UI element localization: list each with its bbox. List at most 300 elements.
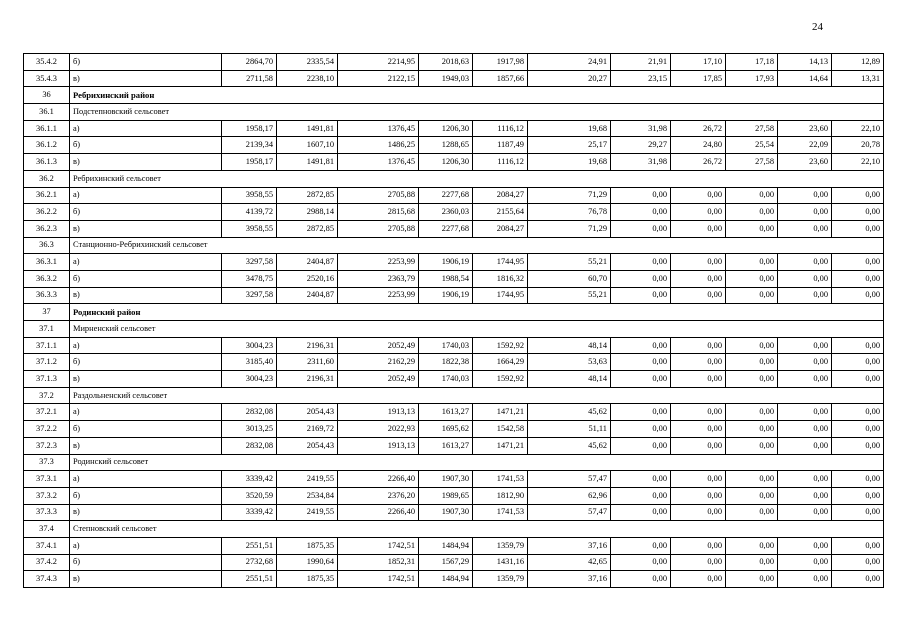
table-row: [24, 120, 884, 137]
row-code: 35.4.2: [24, 54, 70, 71]
row-code: 37.1.3: [24, 371, 70, 388]
table-row: [24, 437, 884, 454]
council-row: [24, 521, 884, 538]
row-variant: в): [70, 437, 222, 454]
value-cell: 0,00: [778, 187, 832, 204]
row-code: 37.3: [24, 454, 70, 471]
table-row: [24, 54, 884, 71]
value-cell: 2363,79: [338, 270, 419, 287]
value-cell: 1875,35: [277, 537, 338, 554]
row-variant: б): [70, 487, 222, 504]
value-cell: 0,00: [832, 471, 884, 488]
value-cell: 2084,27: [473, 220, 528, 237]
value-cell: 2832,08: [222, 404, 277, 421]
value-cell: 24,91: [528, 54, 611, 71]
value-cell: 1744,95: [473, 287, 528, 304]
value-cell: 0,00: [671, 337, 726, 354]
value-cell: 14,13: [778, 54, 832, 71]
value-cell: 3297,58: [222, 287, 277, 304]
table-row: [24, 354, 884, 371]
value-cell: 1542,58: [473, 421, 528, 438]
value-cell: 0,00: [671, 554, 726, 571]
council-row: [24, 104, 884, 121]
value-cell: 2196,31: [277, 337, 338, 354]
value-cell: 57,47: [528, 504, 611, 521]
value-cell: 24,80: [671, 137, 726, 154]
value-cell: 17,18: [726, 54, 778, 71]
value-cell: 2335,54: [277, 54, 338, 71]
value-cell: 0,00: [611, 354, 671, 371]
value-cell: 1906,19: [419, 254, 473, 271]
value-cell: 3297,58: [222, 254, 277, 271]
value-cell: 2988,14: [277, 204, 338, 221]
value-cell: 3958,55: [222, 187, 277, 204]
row-variant: а): [70, 120, 222, 137]
value-cell: 0,00: [611, 571, 671, 588]
value-cell: 1567,29: [419, 554, 473, 571]
value-cell: 0,00: [671, 270, 726, 287]
row-code: 36.1.1: [24, 120, 70, 137]
value-cell: 76,78: [528, 204, 611, 221]
value-cell: 1816,32: [473, 270, 528, 287]
value-cell: 0,00: [611, 371, 671, 388]
value-cell: 0,00: [832, 421, 884, 438]
row-variant: а): [70, 471, 222, 488]
value-cell: 2419,55: [277, 471, 338, 488]
value-cell: 0,00: [832, 537, 884, 554]
row-code: 37.1.1: [24, 337, 70, 354]
value-cell: 1852,31: [338, 554, 419, 571]
value-cell: 0,00: [778, 354, 832, 371]
value-cell: 1740,03: [419, 371, 473, 388]
value-cell: 1484,94: [419, 571, 473, 588]
value-cell: 1116,12: [473, 154, 528, 171]
value-cell: 2253,99: [338, 254, 419, 271]
value-cell: 2711,58: [222, 70, 277, 87]
value-cell: 3004,23: [222, 337, 277, 354]
value-cell: 0,00: [832, 337, 884, 354]
value-cell: 1740,03: [419, 337, 473, 354]
value-cell: 0,00: [671, 287, 726, 304]
row-variant: б): [70, 54, 222, 71]
value-cell: 0,00: [832, 371, 884, 388]
value-cell: 0,00: [671, 487, 726, 504]
table-row: [24, 154, 884, 171]
value-cell: 1471,21: [473, 437, 528, 454]
table-row: [24, 537, 884, 554]
value-cell: 2815,68: [338, 204, 419, 221]
council-name: Подстепновский сельсовет: [70, 104, 884, 121]
value-cell: 2872,85: [277, 220, 338, 237]
value-cell: 1471,21: [473, 404, 528, 421]
row-code: 36.2: [24, 170, 70, 187]
district-row: [24, 304, 884, 321]
value-cell: 48,14: [528, 337, 611, 354]
council-row: [24, 237, 884, 254]
value-cell: 0,00: [671, 471, 726, 488]
value-cell: 0,00: [611, 404, 671, 421]
value-cell: 1359,79: [473, 537, 528, 554]
value-cell: 1812,90: [473, 487, 528, 504]
value-cell: 0,00: [778, 487, 832, 504]
value-cell: 2404,87: [277, 254, 338, 271]
row-code: 36.3.3: [24, 287, 70, 304]
value-cell: 2214,95: [338, 54, 419, 71]
row-code: 37.2.2: [24, 421, 70, 438]
value-cell: 57,47: [528, 471, 611, 488]
value-cell: 55,21: [528, 254, 611, 271]
value-cell: 2832,08: [222, 437, 277, 454]
value-cell: 22,09: [778, 137, 832, 154]
value-cell: 0,00: [726, 504, 778, 521]
value-cell: 0,00: [832, 504, 884, 521]
value-cell: 0,00: [778, 537, 832, 554]
row-code: 36.3.2: [24, 270, 70, 287]
row-code: 36.1.3: [24, 154, 70, 171]
row-code: 37.4.3: [24, 571, 70, 588]
value-cell: 45,62: [528, 437, 611, 454]
row-code: 37.1: [24, 321, 70, 338]
value-cell: 23,15: [611, 70, 671, 87]
value-cell: 0,00: [611, 254, 671, 271]
value-cell: 12,89: [832, 54, 884, 71]
value-cell: 3185,40: [222, 354, 277, 371]
table-row: [24, 404, 884, 421]
value-cell: 14,64: [778, 70, 832, 87]
value-cell: 1116,12: [473, 120, 528, 137]
value-cell: 1613,27: [419, 437, 473, 454]
value-cell: 0,00: [778, 504, 832, 521]
value-cell: 0,00: [611, 287, 671, 304]
council-row: [24, 321, 884, 338]
value-cell: 4139,72: [222, 204, 277, 221]
table-row: [24, 571, 884, 588]
row-code: 37.3.2: [24, 487, 70, 504]
value-cell: 0,00: [611, 337, 671, 354]
value-cell: 60,70: [528, 270, 611, 287]
value-cell: 2376,20: [338, 487, 419, 504]
value-cell: 0,00: [726, 554, 778, 571]
value-cell: 0,00: [726, 204, 778, 221]
value-cell: 2311,60: [277, 354, 338, 371]
value-cell: 0,00: [611, 537, 671, 554]
table-body: [24, 54, 884, 588]
value-cell: 2139,34: [222, 137, 277, 154]
table-row: [24, 204, 884, 221]
value-cell: 1906,19: [419, 287, 473, 304]
value-cell: 2196,31: [277, 371, 338, 388]
council-row: [24, 387, 884, 404]
row-code: 35.4.3: [24, 70, 70, 87]
value-cell: 2155,64: [473, 204, 528, 221]
value-cell: 1206,30: [419, 120, 473, 137]
value-cell: 0,00: [832, 487, 884, 504]
value-cell: 0,00: [611, 187, 671, 204]
value-cell: 2169,72: [277, 421, 338, 438]
value-cell: 0,00: [726, 537, 778, 554]
value-cell: 19,68: [528, 154, 611, 171]
value-cell: 0,00: [726, 187, 778, 204]
value-cell: 2534,84: [277, 487, 338, 504]
value-cell: 23,60: [778, 154, 832, 171]
row-code: 37.4.1: [24, 537, 70, 554]
row-variant: а): [70, 337, 222, 354]
council-row: [24, 454, 884, 471]
value-cell: 0,00: [778, 371, 832, 388]
value-cell: 31,98: [611, 154, 671, 171]
value-cell: 0,00: [726, 287, 778, 304]
table-row: [24, 220, 884, 237]
value-cell: 51,11: [528, 421, 611, 438]
value-cell: 2404,87: [277, 287, 338, 304]
row-code: 36.2.1: [24, 187, 70, 204]
value-cell: 1742,51: [338, 537, 419, 554]
value-cell: 2705,88: [338, 187, 419, 204]
row-variant: а): [70, 187, 222, 204]
value-cell: 2054,43: [277, 404, 338, 421]
row-variant: в): [70, 220, 222, 237]
value-cell: 2122,15: [338, 70, 419, 87]
table-row: [24, 287, 884, 304]
row-code: 36.3: [24, 237, 70, 254]
value-cell: 1744,95: [473, 254, 528, 271]
row-code: 37.3.3: [24, 504, 70, 521]
value-cell: 0,00: [671, 571, 726, 588]
value-cell: 0,00: [778, 220, 832, 237]
value-cell: 17,93: [726, 70, 778, 87]
value-cell: 0,00: [671, 204, 726, 221]
row-variant: а): [70, 404, 222, 421]
value-cell: 2419,55: [277, 504, 338, 521]
value-cell: 2084,27: [473, 187, 528, 204]
value-cell: 62,96: [528, 487, 611, 504]
row-variant: в): [70, 70, 222, 87]
row-code: 36.1: [24, 104, 70, 121]
row-variant: б): [70, 137, 222, 154]
value-cell: 0,00: [726, 270, 778, 287]
value-cell: 2052,49: [338, 337, 419, 354]
value-cell: 2266,40: [338, 504, 419, 521]
row-variant: в): [70, 371, 222, 388]
value-cell: 0,00: [671, 404, 726, 421]
row-code: 36.1.2: [24, 137, 70, 154]
page-number: 24: [812, 21, 823, 33]
value-cell: 1491,81: [277, 120, 338, 137]
value-cell: 0,00: [832, 220, 884, 237]
value-cell: 0,00: [726, 337, 778, 354]
table-row: [24, 70, 884, 87]
value-cell: 0,00: [611, 554, 671, 571]
row-code: 36.3.1: [24, 254, 70, 271]
value-cell: 1907,30: [419, 504, 473, 521]
council-name: Степновский сельсовет: [70, 521, 884, 538]
value-cell: 0,00: [671, 537, 726, 554]
value-cell: 0,00: [671, 354, 726, 371]
value-cell: 26,72: [671, 120, 726, 137]
row-code: 37.4.2: [24, 554, 70, 571]
value-cell: 2018,63: [419, 54, 473, 71]
value-cell: 0,00: [778, 554, 832, 571]
table-row: [24, 371, 884, 388]
table-row: [24, 137, 884, 154]
row-code: 37.4: [24, 521, 70, 538]
table-row: [24, 187, 884, 204]
table-row: [24, 554, 884, 571]
value-cell: 0,00: [778, 204, 832, 221]
value-cell: 23,60: [778, 120, 832, 137]
value-cell: 0,00: [726, 404, 778, 421]
value-cell: 3339,42: [222, 504, 277, 521]
district-row: [24, 87, 884, 104]
data-table: [23, 53, 884, 588]
value-cell: 0,00: [726, 487, 778, 504]
value-cell: 1592,92: [473, 371, 528, 388]
value-cell: 20,27: [528, 70, 611, 87]
value-cell: 20,78: [832, 137, 884, 154]
row-code: 37.2.3: [24, 437, 70, 454]
value-cell: 1857,66: [473, 70, 528, 87]
value-cell: 3013,25: [222, 421, 277, 438]
value-cell: 0,00: [726, 437, 778, 454]
value-cell: 1741,53: [473, 471, 528, 488]
value-cell: 3958,55: [222, 220, 277, 237]
value-cell: 1486,25: [338, 137, 419, 154]
value-cell: 2253,99: [338, 287, 419, 304]
value-cell: 1913,13: [338, 404, 419, 421]
row-variant: в): [70, 504, 222, 521]
value-cell: 0,00: [778, 571, 832, 588]
row-code: 36: [24, 87, 70, 104]
value-cell: 0,00: [832, 254, 884, 271]
value-cell: 25,17: [528, 137, 611, 154]
value-cell: 1695,62: [419, 421, 473, 438]
value-cell: 2052,49: [338, 371, 419, 388]
value-cell: 0,00: [832, 404, 884, 421]
value-cell: 1990,64: [277, 554, 338, 571]
value-cell: 17,85: [671, 70, 726, 87]
value-cell: 0,00: [726, 254, 778, 271]
value-cell: 1958,17: [222, 120, 277, 137]
table-row: [24, 487, 884, 504]
value-cell: 0,00: [832, 437, 884, 454]
value-cell: 3339,42: [222, 471, 277, 488]
value-cell: 0,00: [778, 337, 832, 354]
council-name: Мирненский сельсовет: [70, 321, 884, 338]
value-cell: 2238,10: [277, 70, 338, 87]
value-cell: 0,00: [611, 471, 671, 488]
value-cell: 2732,68: [222, 554, 277, 571]
value-cell: 29,27: [611, 137, 671, 154]
value-cell: 42,65: [528, 554, 611, 571]
value-cell: 0,00: [726, 471, 778, 488]
value-cell: 0,00: [671, 254, 726, 271]
value-cell: 1958,17: [222, 154, 277, 171]
value-cell: 0,00: [778, 287, 832, 304]
value-cell: 2022,93: [338, 421, 419, 438]
value-cell: 1288,65: [419, 137, 473, 154]
value-cell: 1484,94: [419, 537, 473, 554]
value-cell: 45,62: [528, 404, 611, 421]
row-variant: в): [70, 571, 222, 588]
value-cell: 1913,13: [338, 437, 419, 454]
value-cell: 0,00: [611, 421, 671, 438]
value-cell: 0,00: [726, 571, 778, 588]
value-cell: 0,00: [611, 487, 671, 504]
value-cell: 1822,38: [419, 354, 473, 371]
value-cell: 2864,70: [222, 54, 277, 71]
value-cell: 2360,03: [419, 204, 473, 221]
value-cell: 0,00: [778, 254, 832, 271]
row-code: 37.1.2: [24, 354, 70, 371]
value-cell: 2520,16: [277, 270, 338, 287]
council-name: Станционно-Ребрихинский сельсовет: [70, 237, 884, 254]
table-row: [24, 504, 884, 521]
row-code: 37.2.1: [24, 404, 70, 421]
district-name: Родинский район: [70, 304, 884, 321]
value-cell: 3004,23: [222, 371, 277, 388]
value-cell: 1592,92: [473, 337, 528, 354]
value-cell: 1491,81: [277, 154, 338, 171]
value-cell: 53,63: [528, 354, 611, 371]
value-cell: 0,00: [726, 354, 778, 371]
value-cell: 0,00: [832, 554, 884, 571]
value-cell: 31,98: [611, 120, 671, 137]
value-cell: 0,00: [611, 220, 671, 237]
row-variant: б): [70, 554, 222, 571]
value-cell: 48,14: [528, 371, 611, 388]
value-cell: 2054,43: [277, 437, 338, 454]
value-cell: 1988,54: [419, 270, 473, 287]
district-name: Ребрихинский район: [70, 87, 884, 104]
value-cell: 2551,51: [222, 571, 277, 588]
row-variant: б): [70, 204, 222, 221]
value-cell: 0,00: [832, 287, 884, 304]
value-cell: 1664,29: [473, 354, 528, 371]
value-cell: 22,10: [832, 120, 884, 137]
value-cell: 1742,51: [338, 571, 419, 588]
value-cell: 0,00: [778, 471, 832, 488]
council-name: Ребрихинский сельсовет: [70, 170, 884, 187]
row-variant: а): [70, 537, 222, 554]
value-cell: 1187,49: [473, 137, 528, 154]
value-cell: 1607,10: [277, 137, 338, 154]
value-cell: 37,16: [528, 571, 611, 588]
row-code: 37.2: [24, 387, 70, 404]
value-cell: 1741,53: [473, 504, 528, 521]
value-cell: 0,00: [671, 421, 726, 438]
row-variant: б): [70, 421, 222, 438]
council-row: [24, 170, 884, 187]
row-variant: б): [70, 270, 222, 287]
value-cell: 1376,45: [338, 154, 419, 171]
value-cell: 0,00: [832, 204, 884, 221]
value-cell: 0,00: [671, 220, 726, 237]
value-cell: 13,31: [832, 70, 884, 87]
value-cell: 0,00: [611, 204, 671, 221]
council-name: Родинский сельсовет: [70, 454, 884, 471]
value-cell: 71,29: [528, 187, 611, 204]
value-cell: 2277,68: [419, 220, 473, 237]
value-cell: 2162,29: [338, 354, 419, 371]
value-cell: 0,00: [778, 404, 832, 421]
value-cell: 1875,35: [277, 571, 338, 588]
value-cell: 1907,30: [419, 471, 473, 488]
value-cell: 27,58: [726, 120, 778, 137]
row-variant: в): [70, 287, 222, 304]
value-cell: 21,91: [611, 54, 671, 71]
value-cell: 3478,75: [222, 270, 277, 287]
row-code: 36.2.3: [24, 220, 70, 237]
